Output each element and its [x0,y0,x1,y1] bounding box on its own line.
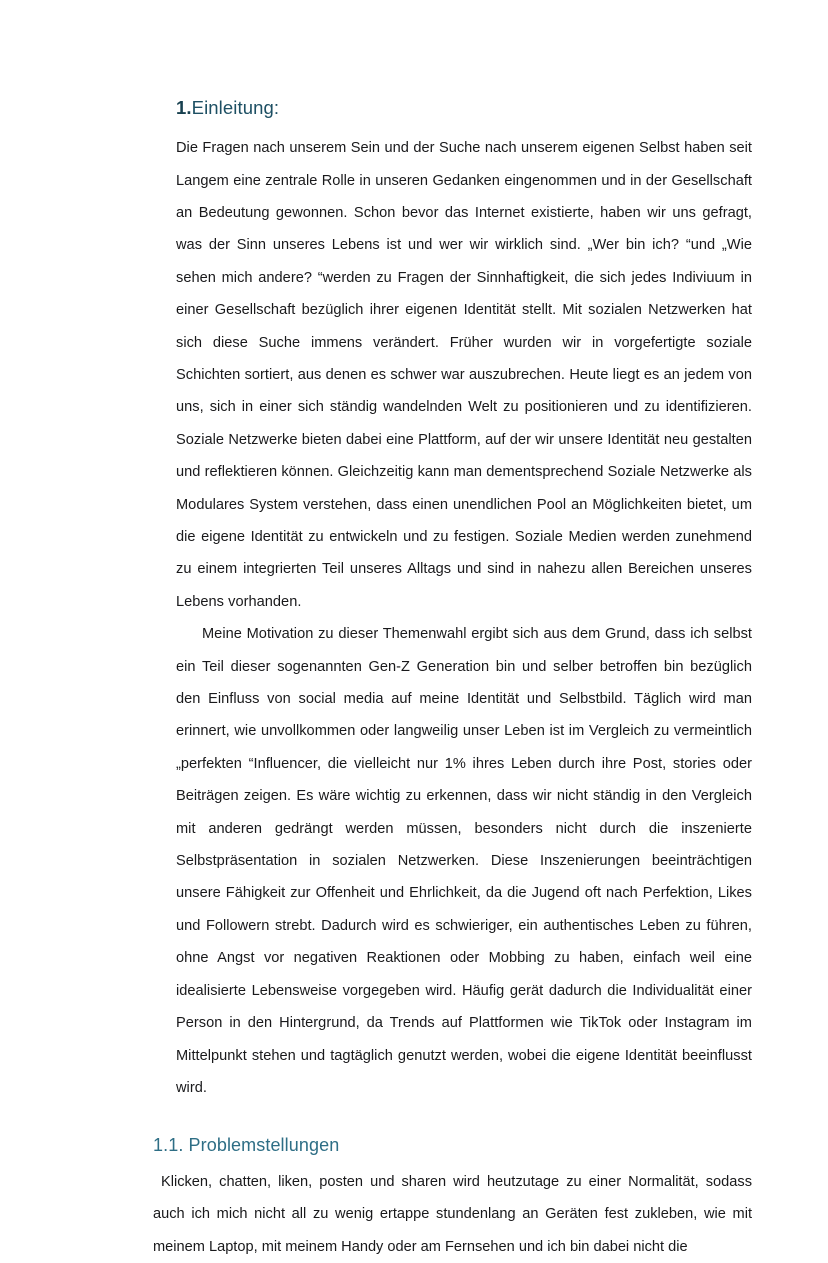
section-number: 1. [176,97,192,118]
section-body [176,132,752,1104]
subsection-heading: 1.1. Problemstellungen [153,1135,340,1156]
section-title: Einleitung: [191,97,280,118]
subsection-body [153,1166,752,1263]
section-heading [176,96,752,119]
document-content-column [152,96,752,1263]
paragraph-3: Klicken, chatten, liken, posten und sharen wird heutzutage zu einer Normalität, sodass auch ich mich nicht all zu wenig ertappe stundenlang an Geräten fest zukleben, wie mit meinem Laptop, mit meinem Handy oder am Fernsehen und ich bin dabei nicht die [153,1173,752,1255]
paragraph-1: Die Fragen nach unserem Sein und der Suche nach unserem eigenen Selbst haben seit Langem eine zentrale Rolle in unseren Gedanken eingenommen und in der Gesellschaft an Bedeutung gewonnen. Schon bevor das Internet existierte, haben wir uns gefragt, was der Sinn unseres Lebens ist und wer wir wirklich sind. „Wer bin ich? “und „Wie sehen mich andere? “werden zu Fragen der Sinnhaftigkeit, die sich jedes Indiviuum in einer Gesellschaft bezüglich ihrer eigenen Identität stellt. Mit sozialen Netzwerken hat sich diese Suche immens verändert. Früher wurden wir in vorgefertigte soziale Schichten sortiert, aus denen es schwer war auszubrechen. Heute liegt es an jedem von uns, sich in einer sich ständig wandelnden Welt zu positionieren und zu identifizieren. Soziale Netzwerke bieten dabei eine Plattform, auf der wir unsere Identität neu gestalten und reflektieren können. Gleichzeitig kann man dementsprechend Soziale Netzwerke als Modulares System verstehen, dass einen unendlichen Pool an Möglichkeiten bietet, um die eigene Identität zu entwickeln und zu festigen. Soziale Medien werden zunehmend zu einem integrierten Teil unseres Alltags und sind in nahezu allen Bereichen unseres Lebens vorhanden. [176,140,752,610]
paragraph-2: Meine Motivation zu dieser Themenwahl ergibt sich aus dem Grund, dass ich selbst ein Teil dieser sogenannten Gen-Z Generation bin und selber betroffen bin bezüglich den Einfluss von social media auf meine Identität und Selbstbild. Täglich wird man erinnert, wie unvollkommen oder langweilig unser Leben ist im Vergleich zu vermeintlich „perfekten “Influencer, die vielleicht nur 1% ihres Leben durch ihre Post, stories oder Beiträgen zeigen. Es wäre wichtig zu erkennen, dass wir nicht ständig in den Vergleich mit anderen gedrängt werden müssen, besonders nicht durch die inszenierte Selbstpräsentation in sozialen Netzwerken. Diese Inszenierungen beeinträchtigen unsere Fähigkeit zur Offenheit und Ehrlichkeit, da die Jugend oft nach Perfektion, Likes und Followern strebt. Dadurch wird es schwieriger, ein authentisches Leben zu führen, ohne Angst vor negativen Reaktionen oder Mobbing zu haben, einfach weil eine idealisierte Lebensweise vorgegeben wird. Häufig gerät dadurch die Individualität einer Person in den Hintergrund, da Trends auf Plattformen wie TikTok oder Instagram im Mittelpunkt stehen und tagtäglich genutzt werden, wobei die eigene Identität beeinflusst wird. [176,626,752,1096]
